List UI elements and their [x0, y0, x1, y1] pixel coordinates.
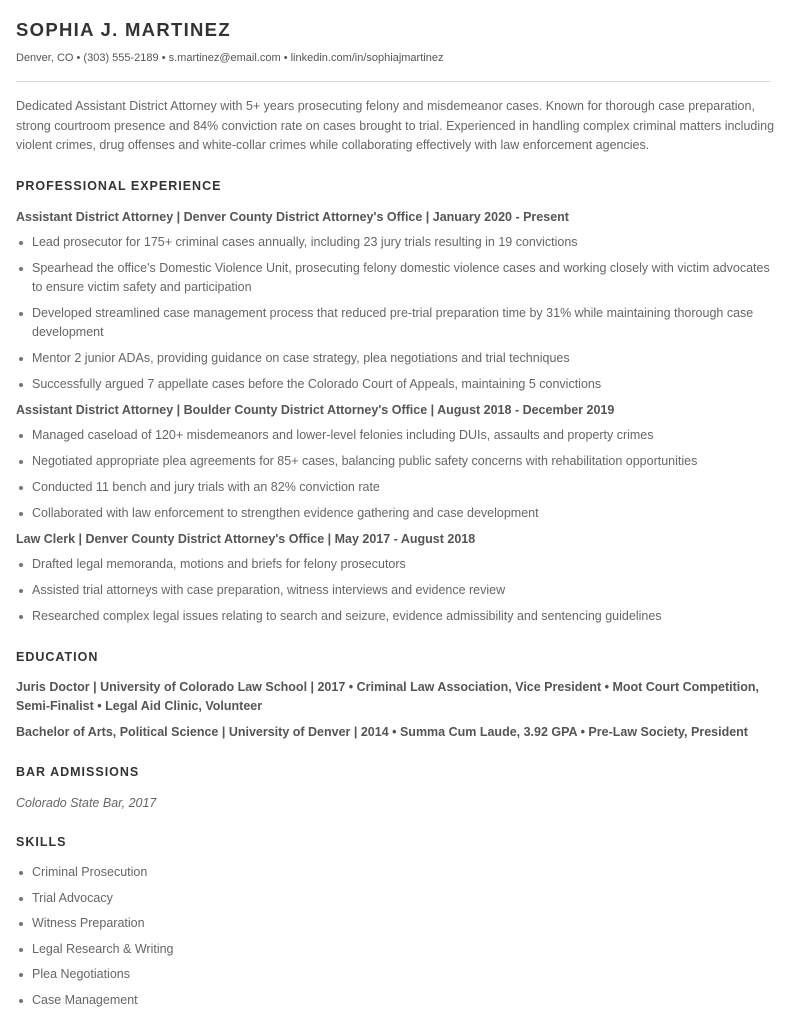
job-entry	[16, 531, 775, 626]
skill-text: Plea Negotiations	[32, 967, 130, 981]
bullet-text: Conducted 11 bench and jury trials with an 82% conviction rate	[32, 479, 380, 494]
skill-item	[16, 991, 775, 1010]
list-item	[16, 375, 775, 394]
list-item	[16, 607, 775, 626]
skills-list	[16, 863, 775, 1010]
skill-text: Legal Research & Writing	[32, 941, 174, 956]
skill-item	[16, 965, 775, 984]
bar-admissions-heading: BAR ADMISSIONS	[16, 765, 140, 779]
bullet-dot-icon	[19, 460, 23, 464]
list-item	[16, 504, 775, 523]
skill-text: Witness Preparation	[32, 916, 145, 930]
bullet-dot-icon	[19, 871, 23, 875]
bullet-dot-icon	[19, 357, 23, 361]
bullet-text: Negotiated appropriate plea agreements for 85+ cases, balancing public safety concerns with rehabilitation opportunities	[32, 453, 698, 468]
list-item	[16, 452, 775, 471]
job-heading: Law Clerk | Denver County District Attorney's Office | May 2017 - August 2018	[16, 531, 476, 546]
job-heading: Assistant District Attorney | Denver County District Attorney's Office | January 2020 - Present	[16, 209, 569, 224]
bullet-text: Spearhead the office's Domestic Violence Unit, prosecuting felony domestic violence cases and working closely with victim advocates to ensure victim safety and participation	[32, 260, 770, 294]
bullet-dot-icon	[19, 486, 23, 490]
bullet-text: Drafted legal memoranda, motions and briefs for felony prosecutors	[32, 556, 406, 571]
list-item	[16, 349, 775, 368]
bullet-dot-icon	[19, 922, 23, 926]
list-item	[16, 426, 775, 445]
list-item	[16, 555, 775, 574]
bullet-dot-icon	[19, 615, 23, 619]
skill-text: Criminal Prosecution	[32, 865, 148, 879]
skill-item	[16, 863, 775, 882]
bullet-dot-icon	[19, 999, 23, 1003]
skills-heading: SKILLS	[16, 835, 67, 849]
skill-item	[16, 940, 775, 959]
candidate-name: SOPHIA J. MARTINEZ	[16, 19, 231, 40]
education-heading: EDUCATION	[16, 649, 99, 664]
list-item	[16, 233, 775, 252]
bullet-text: Successfully argued 7 appellate cases before the Colorado Court of Appeals, maintaining 5 convictions	[32, 376, 602, 391]
bullet-dot-icon	[19, 383, 23, 387]
bullet-dot-icon	[19, 241, 23, 245]
skill-item	[16, 914, 775, 933]
bullet-text: Collaborated with law enforcement to strengthen evidence gathering and case development	[32, 505, 539, 520]
skills-section	[16, 834, 775, 1010]
skill-text: Trial Advocacy	[32, 890, 113, 905]
skill-item	[16, 889, 775, 908]
job-entry	[16, 402, 775, 523]
list-item	[16, 259, 775, 297]
education-section	[16, 649, 775, 743]
job-bullets	[16, 233, 775, 394]
bullet-dot-icon	[19, 948, 23, 952]
bullet-text: Lead prosecutor for 175+ criminal cases annually, including 23 jury trials resulting in 19 convictions	[32, 234, 578, 249]
bullet-dot-icon	[19, 563, 23, 567]
bullet-text: Assisted trial attorneys with case preparation, witness interviews and evidence review	[32, 582, 506, 597]
contact-line: Denver, CO • (303) 555-2189 • s.martinez@email.com • linkedin.com/in/sophiajmartinez	[16, 52, 444, 64]
experience-section	[16, 178, 775, 626]
bullet-text: Researched complex legal issues relating to search and seizure, evidence admissibility and sentencing guidelines	[32, 608, 662, 623]
bullet-text: Developed streamlined case management process that reduced pre-trial preparation time by 31% while maintaining thorough case development	[32, 305, 754, 339]
job-heading: Assistant District Attorney | Boulder County District Attorney's Office | August 2018 - December 2019	[16, 402, 615, 417]
list-item	[16, 581, 775, 600]
bullet-dot-icon	[19, 973, 23, 977]
bullet-dot-icon	[19, 312, 23, 316]
skill-text: Case Management	[32, 992, 138, 1007]
header-divider	[16, 81, 771, 82]
bullet-dot-icon	[19, 434, 23, 438]
education-entry-jd: Juris Doctor | University of Colorado Law School | 2017 • Criminal Law Association, Vice President • Moot Court Competition, Semi-Finalist • Legal Aid Clinic, Volunteer	[16, 679, 759, 713]
list-item	[16, 304, 775, 342]
bullet-dot-icon	[19, 897, 23, 901]
professional-summary: Dedicated Assistant District Attorney with 5+ years prosecuting felony and misdemeanor cases. Known for thorough case preparation, strong courtroom presence and 84% conviction rate on cases brought to trial. Experienced in handling complex criminal matters including violent crimes, drug offenses and white-collar crimes while collaborating effectively with law enforcement agencies.	[16, 99, 775, 152]
list-item	[16, 478, 775, 497]
bar-admissions-section	[16, 764, 775, 811]
bullet-dot-icon	[19, 267, 23, 271]
bullet-dot-icon	[19, 512, 23, 516]
bar-admission-entry: Colorado State Bar, 2017	[16, 796, 157, 810]
job-entry	[16, 209, 775, 394]
job-bullets	[16, 555, 775, 626]
bullet-text: Mentor 2 junior ADAs, providing guidance on case strategy, plea negotiations and trial techniques	[32, 350, 570, 365]
bullet-dot-icon	[19, 589, 23, 593]
experience-heading: PROFESSIONAL EXPERIENCE	[16, 178, 222, 193]
education-entry-ba: Bachelor of Arts, Political Science | University of Denver | 2014 • Summa Cum Laude, 3.92 GPA • Pre-Law Society, President	[16, 724, 748, 739]
job-bullets	[16, 426, 775, 523]
bullet-text: Managed caseload of 120+ misdemeanors and lower-level felonies including DUIs, assaults and property crimes	[32, 427, 654, 442]
